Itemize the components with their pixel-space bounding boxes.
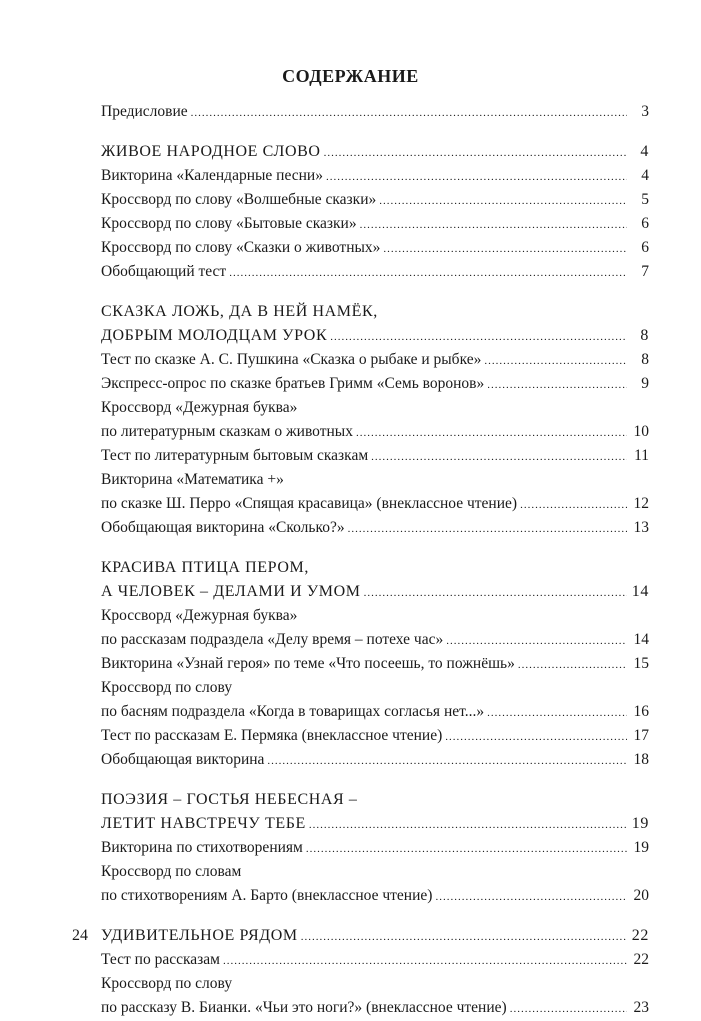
toc-entry bbox=[101, 100, 649, 124]
toc-dot-leader bbox=[487, 373, 627, 397]
toc-entry-page: 16 bbox=[633, 703, 649, 720]
toc-entry-title: по сказке Ш. Перро «Спящая красавица» (внеклассное чтение) bbox=[101, 495, 518, 512]
toc-entry-page: 4 bbox=[640, 143, 649, 160]
toc-entry-title: Кроссворд по слову «Волшебные сказки» bbox=[101, 191, 377, 208]
toc-dot-leader bbox=[309, 813, 627, 837]
toc-entry bbox=[101, 972, 649, 996]
toc-entry-page: 4 bbox=[641, 167, 649, 184]
toc-dot-leader bbox=[191, 101, 627, 125]
toc-entry bbox=[101, 260, 649, 284]
toc-entry-title: ПОЭЗИЯ – ГОСТЬЯ НЕБЕСНАЯ – bbox=[101, 791, 358, 808]
toc-entry-page: 8 bbox=[640, 327, 649, 344]
toc-entry bbox=[101, 492, 649, 516]
toc-entry-page: 8 bbox=[641, 351, 649, 368]
toc-entry-page: 6 bbox=[641, 239, 649, 256]
toc-entry bbox=[101, 348, 649, 372]
toc-entry-page: 15 bbox=[633, 655, 649, 672]
toc-entry bbox=[101, 700, 649, 724]
toc-entry-page: 14 bbox=[631, 583, 649, 600]
toc-entry bbox=[101, 996, 649, 1020]
section-gap bbox=[101, 284, 649, 300]
toc-section-heading bbox=[101, 324, 649, 348]
toc-entry-page: 11 bbox=[634, 447, 649, 464]
section-gap bbox=[101, 540, 649, 556]
toc-entry-title: по басням подраздела «Когда в товарищах согласья нет...» bbox=[101, 703, 485, 720]
toc-dot-leader bbox=[487, 701, 627, 725]
toc-entry-page: 19 bbox=[633, 839, 649, 856]
toc-entry-title: СКАЗКА ЛОЖЬ, ДА В НЕЙ НАМЁК, bbox=[101, 303, 378, 320]
toc-entry-page: 12 bbox=[633, 495, 649, 512]
toc-entry bbox=[101, 948, 649, 972]
toc-entry-title: А ЧЕЛОВЕК – ДЕЛАМИ И УМОМ bbox=[101, 583, 361, 600]
toc-entry-page: 7 bbox=[641, 263, 649, 280]
toc-dot-leader bbox=[330, 325, 627, 349]
toc-dot-leader bbox=[383, 237, 627, 261]
toc-section-heading bbox=[101, 924, 649, 948]
toc-dot-leader bbox=[445, 725, 627, 749]
toc-entry-title: по рассказу В. Бианки. «Чьи это ноги?» (внеклассное чтение) bbox=[101, 999, 507, 1016]
toc-section-heading bbox=[101, 300, 649, 324]
toc-section-heading bbox=[101, 580, 649, 604]
toc-entry-title: Обобщающая викторина bbox=[101, 751, 265, 768]
section-gap bbox=[101, 124, 649, 140]
toc-entry-page: 6 bbox=[641, 215, 649, 232]
toc-dot-leader bbox=[484, 349, 627, 373]
toc-dot-leader bbox=[306, 837, 627, 861]
toc-dot-leader bbox=[518, 653, 627, 677]
toc-entry-title: КРАСИВА ПТИЦА ПЕРОМ, bbox=[101, 559, 309, 576]
toc-entry-page: 23 bbox=[633, 999, 649, 1016]
toc-entry-title: Кроссворд по слову «Сказки о животных» bbox=[101, 239, 381, 256]
toc-entry-title: ЛЕТИТ НАВСТРЕЧУ ТЕБЕ bbox=[101, 815, 306, 832]
toc-entry-page: 10 bbox=[633, 423, 649, 440]
toc-entry-title: Тест по литературным бытовым сказкам bbox=[101, 447, 369, 464]
toc-entry-page: 19 bbox=[631, 815, 649, 832]
toc-entry-title: Обобщающий тест bbox=[101, 263, 227, 280]
toc-entry-title: Кроссворд по слову «Бытовые сказки» bbox=[101, 215, 357, 232]
toc-entry bbox=[101, 748, 649, 772]
toc-section-heading bbox=[101, 812, 649, 836]
toc-entry-title: ЖИВОЕ НАРОДНОЕ СЛОВО bbox=[101, 143, 321, 160]
toc-entry-page: 22 bbox=[633, 951, 649, 968]
toc-entry bbox=[101, 604, 649, 628]
toc-dot-leader bbox=[435, 885, 627, 909]
toc-entry-title: Кроссворд по слову bbox=[101, 975, 233, 992]
toc-entry bbox=[101, 468, 649, 492]
toc-entry-title: по литературным сказкам о животных bbox=[101, 423, 353, 440]
toc-dot-leader bbox=[301, 925, 627, 949]
section-gap bbox=[101, 772, 649, 788]
toc-entry bbox=[101, 420, 649, 444]
table-of-contents bbox=[101, 100, 649, 1020]
toc-entry-title: УДИВИТЕЛЬНОЕ РЯДОМ bbox=[101, 927, 298, 944]
toc-entry-page: 13 bbox=[633, 519, 649, 536]
toc-dot-leader bbox=[356, 421, 627, 445]
toc-entry-title: ДОБРЫМ МОЛОДЦАМ УРОК bbox=[101, 327, 328, 344]
toc-entry bbox=[101, 860, 649, 884]
toc-entry-page: 9 bbox=[641, 375, 649, 392]
toc-entry-title: Кроссворд по словам bbox=[101, 863, 242, 880]
toc-entry-title: Тест по рассказам bbox=[101, 951, 220, 968]
toc-entry bbox=[101, 164, 649, 188]
toc-entry-page: 22 bbox=[631, 927, 649, 944]
toc-entry bbox=[101, 628, 649, 652]
page-title: СОДЕРЖАНИЕ bbox=[282, 66, 419, 86]
toc-entry-page: 5 bbox=[641, 191, 649, 208]
toc-dot-leader bbox=[446, 629, 627, 653]
toc-dot-leader bbox=[324, 141, 627, 165]
toc-entry-title: Викторина «Математика +» bbox=[101, 471, 284, 488]
toc-section-heading bbox=[101, 556, 649, 580]
toc-entry-title: Кроссворд по слову bbox=[101, 679, 233, 696]
toc-entry-title: Викторина по стихотворениям bbox=[101, 839, 303, 856]
toc-entry-title: по стихотворениям А. Барто (внеклассное чтение) bbox=[101, 887, 433, 904]
toc-dot-leader bbox=[326, 165, 627, 189]
toc-entry bbox=[101, 652, 649, 676]
toc-entry-page: 17 bbox=[633, 727, 649, 744]
toc-entry-title: Кроссворд «Дежурная буква» bbox=[101, 607, 298, 624]
toc-entry bbox=[101, 836, 649, 860]
toc-entry-title: Тест по рассказам Е. Пермяка (внеклассное чтение) bbox=[101, 727, 443, 744]
toc-entry-title: Экспресс-опрос по сказке братьев Гримм «Семь воронов» bbox=[101, 375, 485, 392]
toc-entry-title: Тест по сказке А. С. Пушкина «Сказка о рыбаке и рыбке» bbox=[101, 351, 482, 368]
section-gap bbox=[101, 908, 649, 924]
toc-entry-page: 14 bbox=[633, 631, 649, 648]
toc-dot-leader bbox=[360, 213, 627, 237]
toc-dot-leader bbox=[520, 493, 627, 517]
toc-entry bbox=[101, 884, 649, 908]
toc-section-heading bbox=[101, 140, 649, 164]
toc-dot-leader bbox=[267, 749, 627, 773]
toc-dot-leader bbox=[348, 517, 627, 541]
toc-entry bbox=[101, 676, 649, 700]
toc-dot-leader bbox=[379, 189, 627, 213]
toc-entry-page: 20 bbox=[633, 887, 649, 904]
toc-dot-leader bbox=[371, 445, 627, 469]
page-number: 24 bbox=[72, 927, 88, 944]
toc-entry bbox=[101, 516, 649, 540]
toc-entry-title: Викторина «Календарные песни» bbox=[101, 167, 323, 184]
toc-entry bbox=[101, 212, 649, 236]
toc-entry bbox=[101, 396, 649, 420]
toc-dot-leader bbox=[364, 581, 627, 605]
toc-entry-title: по рассказам подраздела «Делу время – потехе час» bbox=[101, 631, 444, 648]
toc-entry-page: 18 bbox=[633, 751, 649, 768]
toc-entry bbox=[101, 188, 649, 212]
toc-section-heading bbox=[101, 788, 649, 812]
toc-dot-leader bbox=[229, 261, 627, 285]
toc-entry-page: 3 bbox=[641, 103, 649, 120]
toc-dot-leader bbox=[223, 949, 627, 973]
toc-entry-title: Предисловие bbox=[101, 103, 188, 120]
toc-entry-title: Викторина «Узнай героя» по теме «Что посеешь, то пожнёшь» bbox=[101, 655, 515, 672]
toc-entry-title: Кроссворд «Дежурная буква» bbox=[101, 399, 298, 416]
toc-entry-title: Обобщающая викторина «Сколько?» bbox=[101, 519, 345, 536]
toc-entry bbox=[101, 372, 649, 396]
toc-entry bbox=[101, 724, 649, 748]
toc-entry bbox=[101, 444, 649, 468]
toc-entry bbox=[101, 236, 649, 260]
